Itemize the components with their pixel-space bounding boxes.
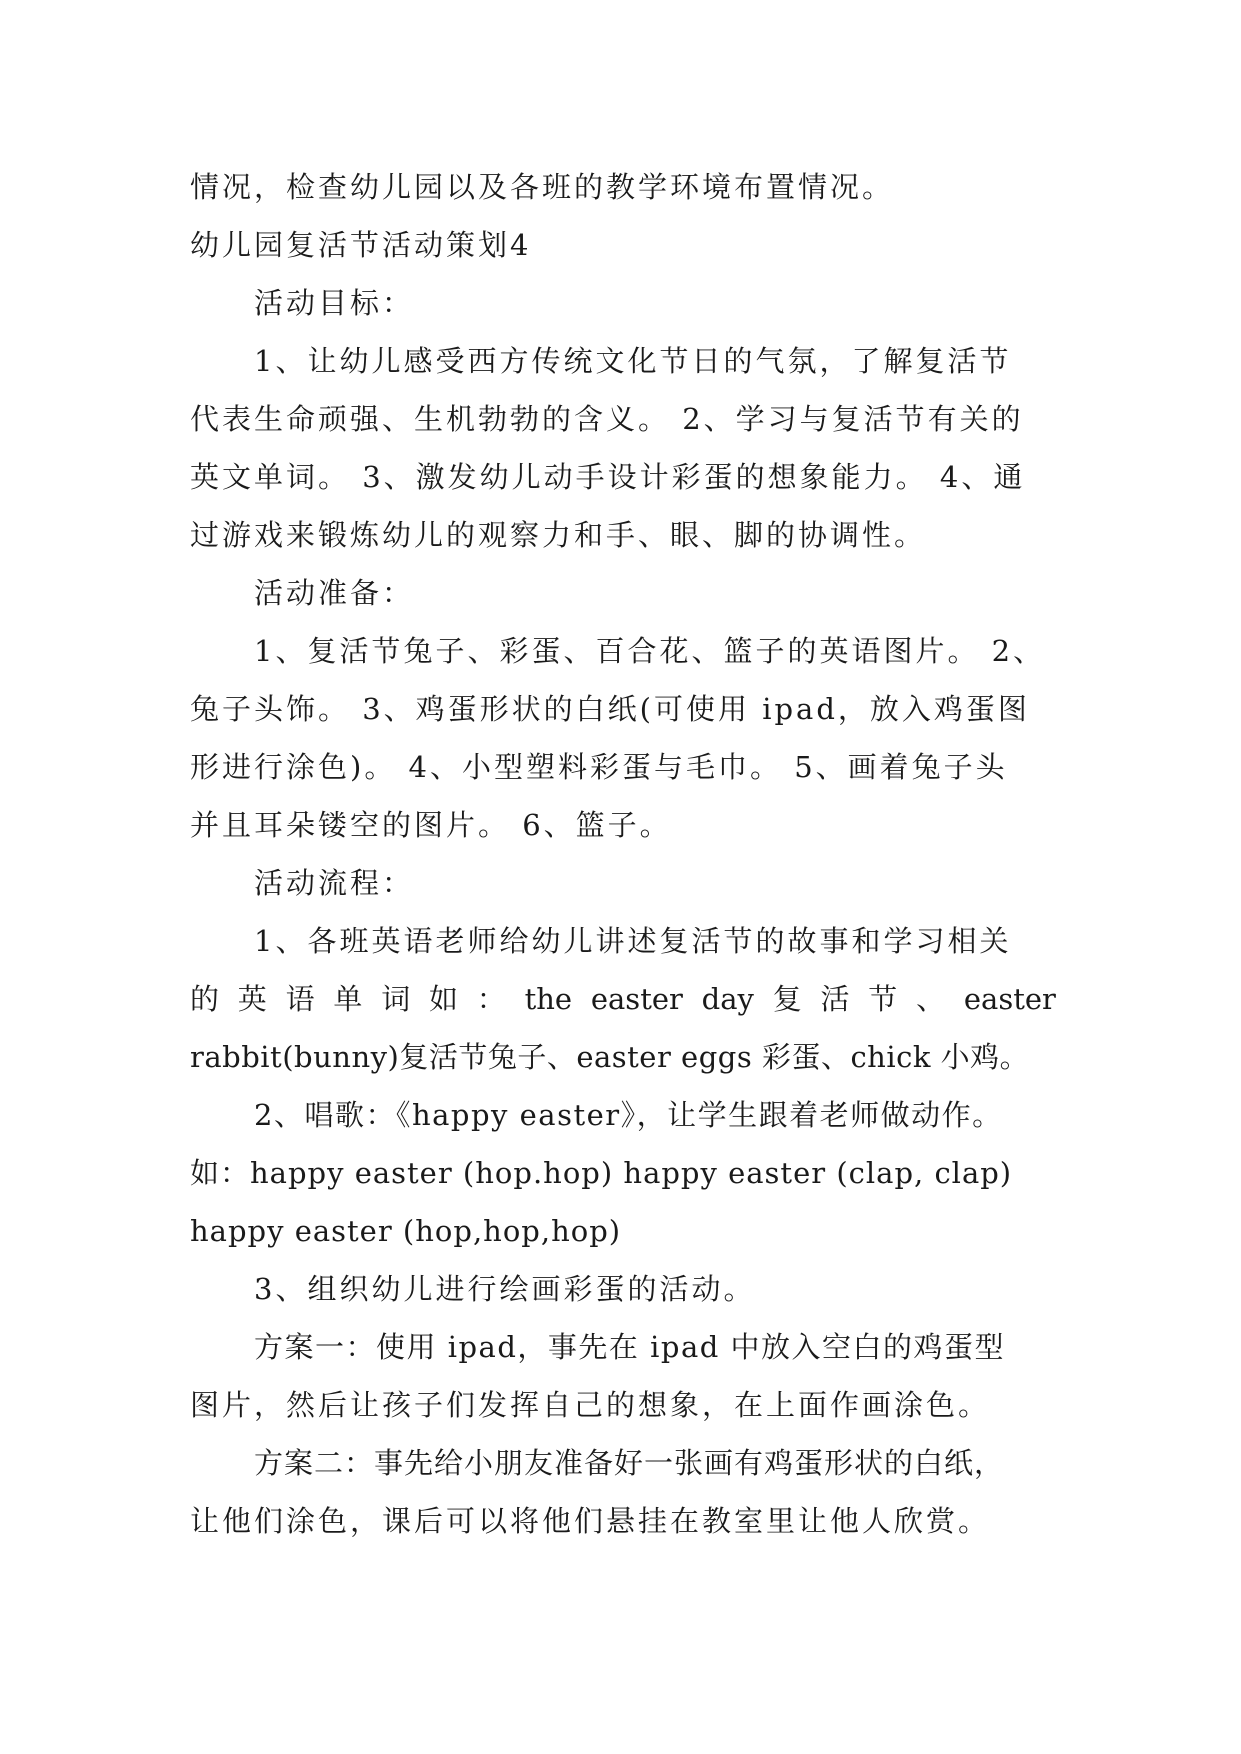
text-line-justified	[190, 970, 1056, 1028]
text-token: day	[701, 982, 754, 1016]
text-line: rabbit(bunny)复活节兔子、easter eggs 彩蛋、chick 小鸡。	[190, 1040, 1030, 1074]
subheading-process: 活动流程：	[254, 866, 415, 900]
text-line: 情况，检查幼儿园以及各班的教学环境布置情况。	[190, 170, 895, 204]
text-token: 单	[333, 982, 363, 1016]
subheading-goals: 活动目标：	[254, 286, 415, 320]
text-token: 英	[237, 982, 267, 1016]
text-line: 2、唱歌：《happy easter》，让学生跟着老师做动作。	[254, 1098, 1003, 1132]
text-token: 如	[428, 982, 458, 1016]
text-line: 方案一：使用 ipad，事先在 ipad 中放入空白的鸡蛋型	[254, 1330, 1006, 1364]
text-line: 1、复活节兔子、彩蛋、百合花、篮子的英语图片。 2、	[254, 634, 1046, 668]
text-line: 让他们涂色，课后可以将他们悬挂在教室里让他人欣赏。	[190, 1504, 991, 1538]
text-line: 1、让幼儿感受西方传统文化节日的气氛，了解复活节	[254, 344, 1012, 378]
text-line: 3、组织幼儿进行绘画彩蛋的活动。	[254, 1272, 756, 1306]
section-heading: 幼儿园复活节活动策划4	[190, 228, 532, 262]
text-token: 节	[868, 982, 898, 1016]
text-token: easter	[590, 982, 683, 1016]
text-line: 过游戏来锻炼幼儿的观察力和手、眼、脚的协调性。	[190, 518, 927, 552]
text-token: the	[524, 982, 573, 1016]
text-token: 的	[190, 982, 220, 1016]
document-page	[190, 158, 1056, 1550]
text-line: 兔子头饰。 3、鸡蛋形状的白纸(可使用 ipad，放入鸡蛋图	[190, 692, 1030, 726]
text-token: 词	[381, 982, 411, 1016]
subheading-preparation: 活动准备：	[254, 576, 415, 610]
text-line: 如：happy easter (hop.hop) happy easter (clap, clap)	[190, 1156, 1013, 1190]
text-token: 语	[285, 982, 315, 1016]
text-line: 图片，然后让孩子们发挥自己的想象，在上面作画涂色。	[190, 1388, 991, 1422]
text-line: 英文单词。 3、激发幼儿动手设计彩蛋的想象能力。 4、通	[190, 460, 1026, 494]
text-line: 1、各班英语老师给幼儿讲述复活节的故事和学习相关	[254, 924, 1012, 958]
text-line: happy easter (hop,hop,hop)	[190, 1214, 622, 1248]
text-token: 复	[772, 982, 802, 1016]
text-token: 活	[820, 982, 850, 1016]
text-line: 代表生命顽强、生机勃勃的含义。 2、学习与复活节有关的	[190, 402, 1024, 436]
text-token: easter	[963, 982, 1056, 1016]
text-line: 形进行涂色)。 4、小型塑料彩蛋与毛巾。 5、画着兔子头	[190, 750, 1008, 784]
text-line: 方案二：事先给小朋友准备好一张画有鸡蛋形状的白纸，	[254, 1446, 1005, 1480]
text-token: ：	[476, 982, 506, 1016]
text-token: 、	[916, 982, 946, 1016]
text-line: 并且耳朵镂空的图片。 6、篮子。	[190, 808, 672, 842]
